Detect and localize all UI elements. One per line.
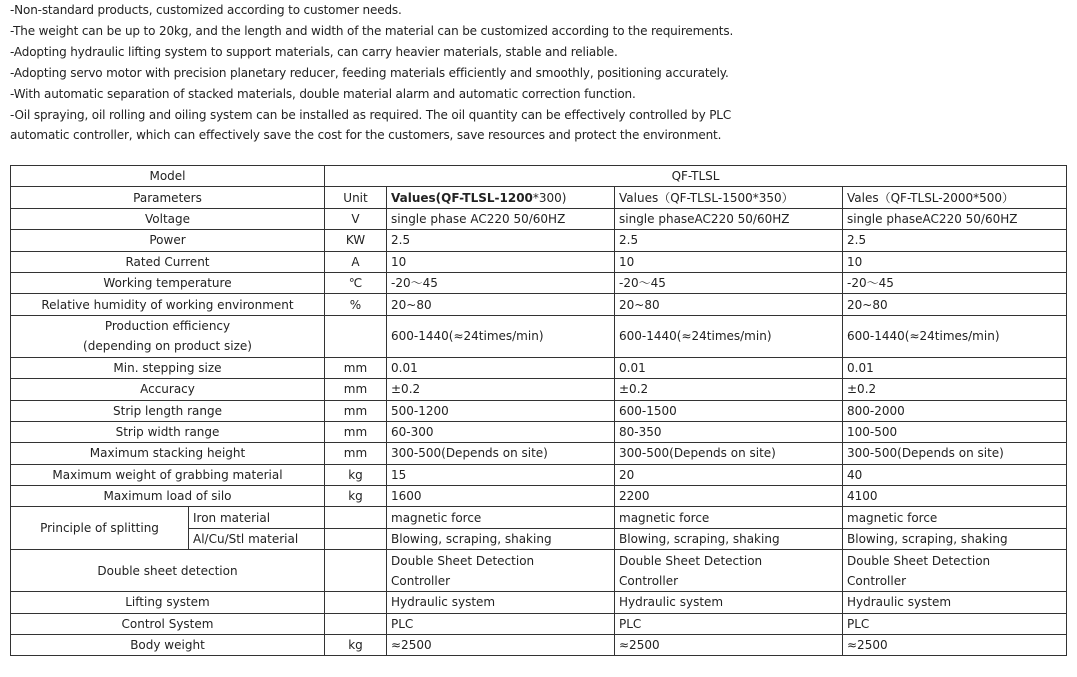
spec-row xyxy=(11,464,1067,485)
value-cell: 1600 xyxy=(387,486,615,507)
intro-line: -With automatic separation of stacked materials, double material alarm and automatic correction function. xyxy=(10,86,636,101)
unit-cell: % xyxy=(325,294,387,315)
spec-row xyxy=(11,272,1067,293)
param-cell: Strip length range xyxy=(11,400,325,421)
intro-line: -Adopting hydraulic lifting system to support materials, can carry heavier materials, stable and reliable. xyxy=(10,44,618,59)
param-cell: Power xyxy=(11,230,325,251)
efficiency-label-line2: (depending on product size) xyxy=(83,339,252,354)
value-cell: 10 xyxy=(387,251,615,272)
param-cell: Maximum load of silo xyxy=(11,486,325,507)
value-cell xyxy=(615,550,843,592)
value-cell: 40 xyxy=(843,464,1067,485)
value-cell: ±0.2 xyxy=(387,379,615,400)
spec-row-splitting-iron xyxy=(11,507,1067,528)
unit-cell: ℃ xyxy=(325,272,387,293)
header-col1-prefix: Values(QF-TLSL-1200 xyxy=(391,190,533,205)
value-cell: 100-500 xyxy=(843,421,1067,442)
value-cell: PLC xyxy=(615,613,843,634)
value-cell xyxy=(387,550,615,592)
value-cell: magnetic force xyxy=(615,507,843,528)
value-cell xyxy=(843,550,1067,592)
unit-cell: A xyxy=(325,251,387,272)
unit-cell: mm xyxy=(325,379,387,400)
unit-cell: mm xyxy=(325,443,387,464)
spec-row xyxy=(11,421,1067,442)
spec-row xyxy=(11,592,1067,613)
param-cell: Maximum weight of grabbing material xyxy=(11,464,325,485)
value-cell: 800-2000 xyxy=(843,400,1067,421)
value-cell: Hydraulic system xyxy=(843,592,1067,613)
value-cell: 2200 xyxy=(615,486,843,507)
value-cell: single phase AC220 50/60HZ xyxy=(387,208,615,229)
value-cell: single phaseAC220 50/60HZ xyxy=(615,208,843,229)
value-cell: ±0.2 xyxy=(615,379,843,400)
unit-cell xyxy=(325,315,387,357)
spec-row xyxy=(11,379,1067,400)
param-cell: Control System xyxy=(11,613,325,634)
value-cell: 20~80 xyxy=(843,294,1067,315)
efficiency-label-line1: Production efficiency xyxy=(104,319,231,334)
value-cell: PLC xyxy=(843,613,1067,634)
intro-line: -Adopting servo motor with precision planetary reducer, feeding materials efficiently and smoothly, positioning accurately. xyxy=(10,65,729,80)
value-cell: 15 xyxy=(387,464,615,485)
spec-table xyxy=(10,165,1067,656)
unit-cell: V xyxy=(325,208,387,229)
double-sheet-line1: Double Sheet Detection xyxy=(391,553,535,568)
value-cell: 600-1500 xyxy=(615,400,843,421)
value-cell: 0.01 xyxy=(387,357,615,378)
value-cell: ≈2500 xyxy=(843,635,1067,656)
header-row xyxy=(11,187,1067,208)
value-cell: 20~80 xyxy=(387,294,615,315)
param-cell: Body weight xyxy=(11,635,325,656)
value-cell: 60-300 xyxy=(387,421,615,442)
spec-row xyxy=(11,230,1067,251)
spec-row xyxy=(11,486,1067,507)
value-cell: Blowing, scraping, shaking xyxy=(843,528,1067,549)
unit-cell: kg xyxy=(325,464,387,485)
value-cell: ≈2500 xyxy=(615,635,843,656)
unit-cell: kg xyxy=(325,635,387,656)
double-sheet-line1: Double Sheet Detection xyxy=(847,553,991,568)
unit-cell: mm xyxy=(325,357,387,378)
header-param: Parameters xyxy=(11,187,325,208)
value-cell: 500-1200 xyxy=(387,400,615,421)
unit-cell xyxy=(325,550,387,592)
param-cell: Min. stepping size xyxy=(11,357,325,378)
value-cell: Blowing, scraping, shaking xyxy=(615,528,843,549)
value-cell: magnetic force xyxy=(843,507,1067,528)
param-cell: Principle of splitting xyxy=(11,507,189,550)
unit-cell: mm xyxy=(325,400,387,421)
double-sheet-line1: Double Sheet Detection xyxy=(619,553,763,568)
value-cell: 2.5 xyxy=(843,230,1067,251)
param-cell: Maximum stacking height xyxy=(11,443,325,464)
intro-line: -Non-standard products, customized according to customer needs. xyxy=(10,3,402,17)
param-cell: Rated Current xyxy=(11,251,325,272)
value-cell: 80-350 xyxy=(615,421,843,442)
unit-cell: kg xyxy=(325,486,387,507)
value-cell: 0.01 xyxy=(615,357,843,378)
sub-param-cell: Iron material xyxy=(189,507,325,528)
param-cell: Lifting system xyxy=(11,592,325,613)
value-cell: -20～45 xyxy=(387,272,615,293)
value-cell: 0.01 xyxy=(843,357,1067,378)
value-cell: 10 xyxy=(615,251,843,272)
param-cell: Strip width range xyxy=(11,421,325,442)
spec-row xyxy=(11,400,1067,421)
unit-cell xyxy=(325,613,387,634)
value-cell: 300-500(Depends on site) xyxy=(615,443,843,464)
double-sheet-line2: Controller xyxy=(391,573,451,588)
value-cell: 300-500(Depends on site) xyxy=(843,443,1067,464)
header-col2: Values（QF-TLSL-1500*350） xyxy=(615,187,843,208)
param-cell: Relative humidity of working environment xyxy=(11,294,325,315)
value-cell: 10 xyxy=(843,251,1067,272)
spec-row xyxy=(11,613,1067,634)
spec-row xyxy=(11,251,1067,272)
param-cell: Accuracy xyxy=(11,379,325,400)
header-col1-suffix: *300) xyxy=(532,190,567,205)
sub-param-cell: Al/Cu/Stl material xyxy=(189,528,325,549)
double-sheet-line2: Controller xyxy=(847,573,907,588)
value-cell: single phaseAC220 50/60HZ xyxy=(843,208,1067,229)
value-cell: Hydraulic system xyxy=(615,592,843,613)
value-cell: -20～45 xyxy=(615,272,843,293)
value-cell: 20 xyxy=(615,464,843,485)
param-cell: Voltage xyxy=(11,208,325,229)
spec-row xyxy=(11,208,1067,229)
model-value: QF-TLSL xyxy=(325,166,1067,187)
value-cell: 600-1440(≈24times/min) xyxy=(843,315,1067,357)
spec-row xyxy=(11,635,1067,656)
model-row xyxy=(11,166,1067,187)
header-unit: Unit xyxy=(325,187,387,208)
param-cell: Working temperature xyxy=(11,272,325,293)
param-cell: Double sheet detection xyxy=(11,550,325,592)
value-cell: 4100 xyxy=(843,486,1067,507)
value-cell: ±0.2 xyxy=(843,379,1067,400)
param-cell xyxy=(11,315,325,357)
spec-row-efficiency xyxy=(11,315,1067,357)
spec-row xyxy=(11,294,1067,315)
unit-cell xyxy=(325,528,387,549)
header-col3: Vales（QF-TLSL-2000*500） xyxy=(843,187,1067,208)
unit-cell xyxy=(325,507,387,528)
model-label: Model xyxy=(11,166,325,187)
intro-line: -Oil spraying, oil rolling and oiling system can be installed as required. The oil quantity can be effectively controlled by PLC xyxy=(10,107,732,122)
unit-cell: mm xyxy=(325,421,387,442)
value-cell: 2.5 xyxy=(615,230,843,251)
spec-row xyxy=(11,443,1067,464)
intro-line: automatic controller, which can effectively save the cost for the customers, save resources and protect the environment. xyxy=(10,128,722,143)
value-cell: 2.5 xyxy=(387,230,615,251)
value-cell: magnetic force xyxy=(387,507,615,528)
unit-cell xyxy=(325,592,387,613)
header-col1 xyxy=(387,187,615,208)
value-cell: -20～45 xyxy=(843,272,1067,293)
intro-text xyxy=(10,0,1070,146)
value-cell: ≈2500 xyxy=(387,635,615,656)
unit-cell: KW xyxy=(325,230,387,251)
intro-line: -The weight can be up to 20kg, and the length and width of the material can be customized according to the requirements. xyxy=(10,23,734,38)
double-sheet-line2: Controller xyxy=(619,573,679,588)
value-cell: PLC xyxy=(387,613,615,634)
value-cell: Hydraulic system xyxy=(387,592,615,613)
spec-row-double-sheet xyxy=(11,550,1067,592)
value-cell: 300-500(Depends on site) xyxy=(387,443,615,464)
value-cell: 600-1440(≈24times/min) xyxy=(387,315,615,357)
value-cell: 20~80 xyxy=(615,294,843,315)
value-cell: Blowing, scraping, shaking xyxy=(387,528,615,549)
value-cell: 600-1440(≈24times/min) xyxy=(615,315,843,357)
spec-row xyxy=(11,357,1067,378)
